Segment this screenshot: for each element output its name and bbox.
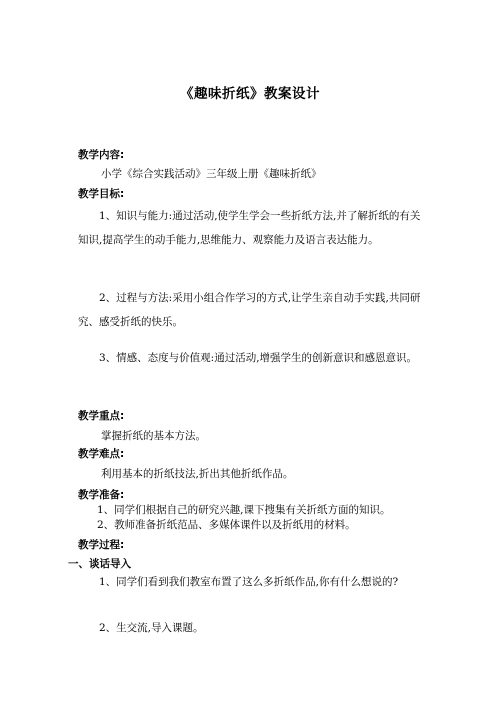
process-heading: 教学过程: [78,539,125,551]
prep-item-1: 1、同学们根据自己的研究兴趣,课下搜集有关折纸方面的知识。 [97,504,391,516]
content-heading: 教学内容: [78,149,125,161]
goal-emotion-paragraph: 3、情感、态度与价值观:通过活动,增强学生的创新意识和感恩意识。 [99,352,418,364]
content-text: 小学《综合实践活动》三年级上册《趣味折纸》 [101,168,322,180]
difficulty-heading: 教学难点: [78,448,125,460]
goal-knowledge-paragraph: 1、知识与能力:通过活动,使学生学会一些折纸方法,并了解折纸的有关知识,提高学生的动手能力,思维能力、观察能力及语言表达能力。 [78,210,421,246]
goals-heading: 教学目标: [78,188,125,200]
difficulty-text: 利用基本的折纸技法,折出其他折纸作品。 [101,468,294,480]
prep-item-2: 2、教师准备折纸范品、多媒体课件以及折纸用的材料。 [97,519,356,531]
document-title: 《趣味折纸》教案设计 [180,86,320,102]
key-text: 掌握折纸的基本方法。 [101,430,206,442]
key-heading: 教学重点: [78,410,125,422]
process-step-2: 2、生交流,导入课题。 [99,622,204,634]
process-step-1: 1、同学们看到我们教室布置了这么多折纸作品,你有什么想说的? [99,576,399,588]
section-heading-intro: 一、谈话导入 [68,558,131,570]
prep-heading: 教学准备: [78,489,125,501]
goal-process-paragraph: 2、过程与方法:采用小组合作学习的方式,让学生亲自动手实践,共同研究、感受折纸的快乐。 [78,292,421,328]
